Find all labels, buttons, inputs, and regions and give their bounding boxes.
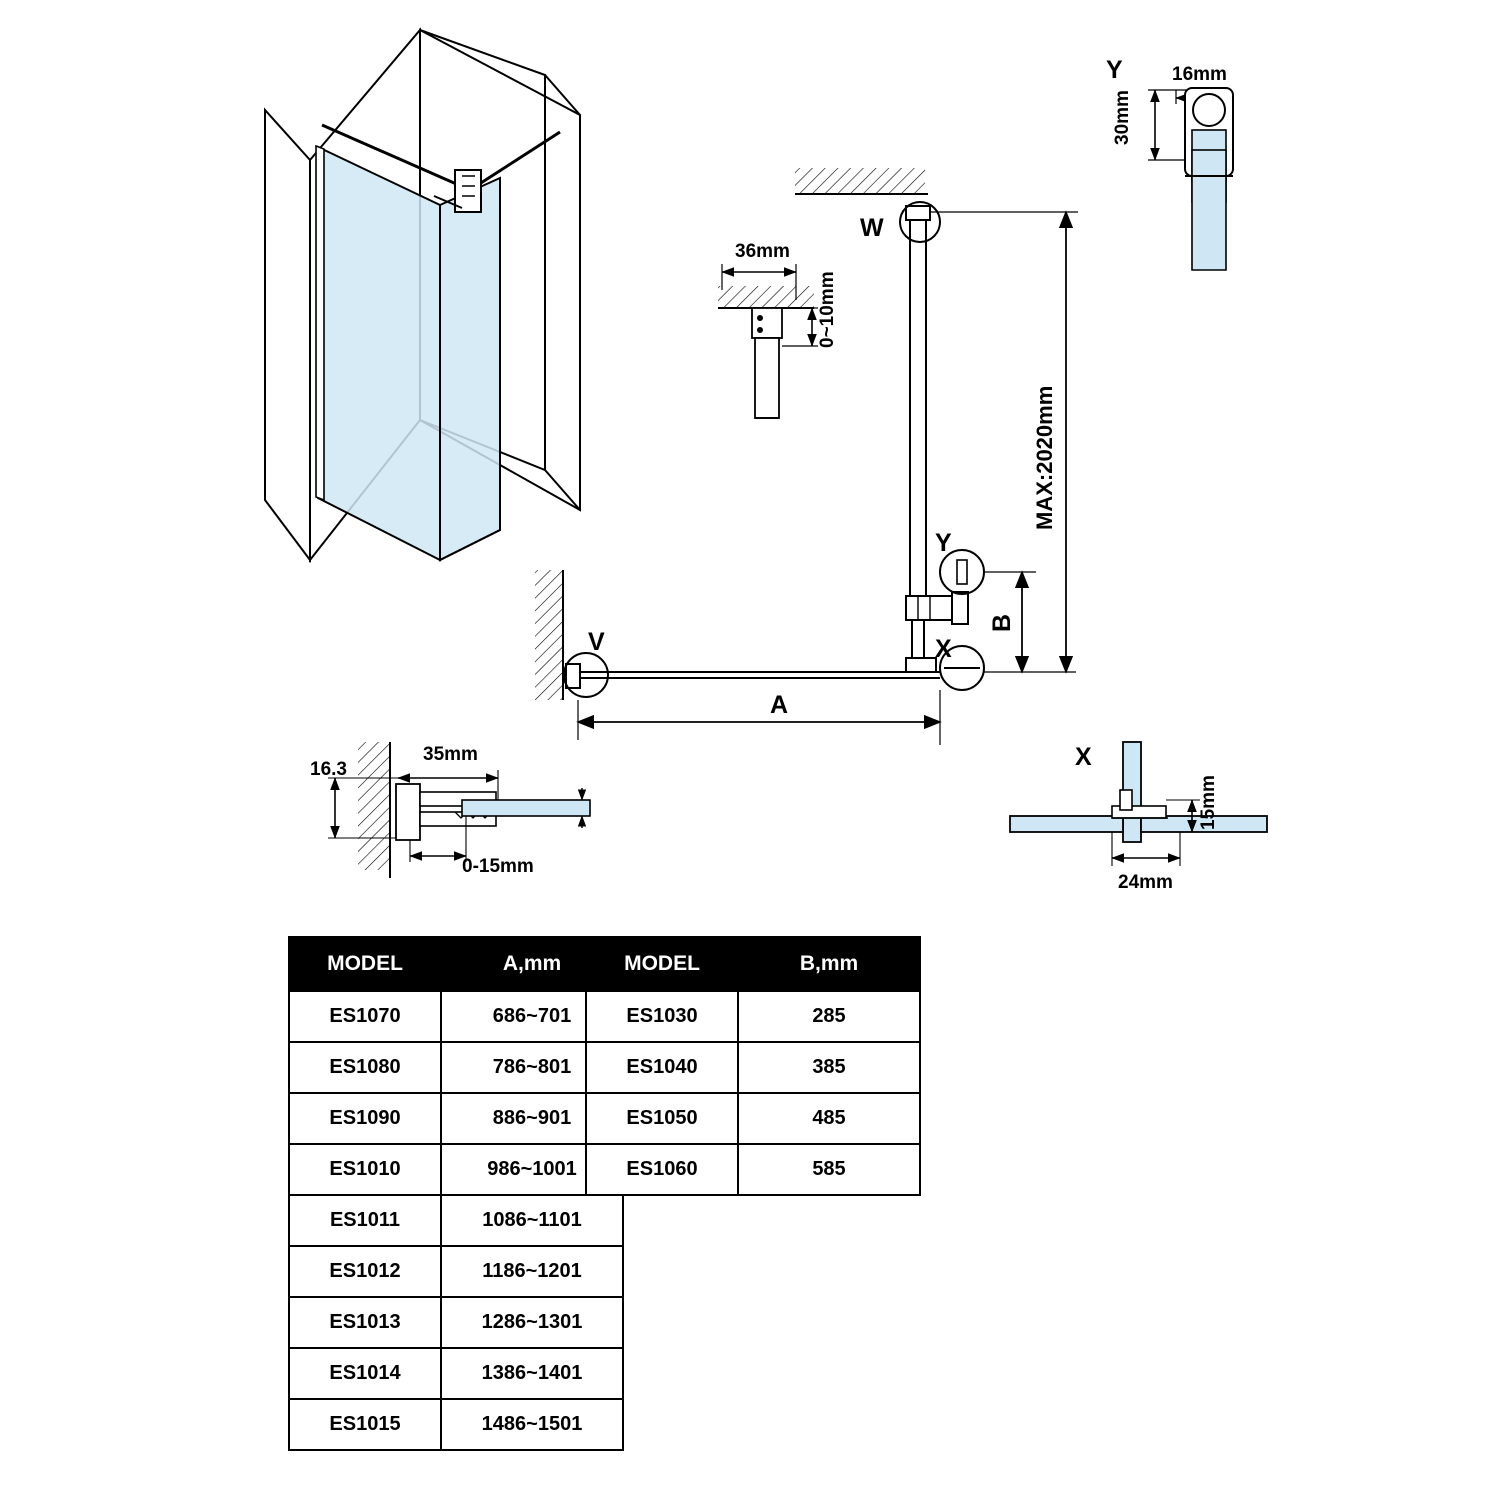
detail-y-top [1106,56,1233,270]
table-b-header-value: B,mm [738,937,920,991]
table-b-header-model: MODEL [586,937,738,991]
svg-text:A: A [770,691,789,719]
model-code: ES1014 [289,1348,441,1399]
callout-label-y: Y [1106,56,1123,84]
svg-text:36mm: 36mm [735,241,790,262]
model-value: 786~801 [441,1042,623,1093]
model-value: 1286~1301 [441,1297,623,1348]
model-b-table [585,936,921,1196]
table-row [289,1297,623,1348]
table-a-header-value: A,mm [441,937,623,991]
model-code: ES1015 [289,1399,441,1450]
svg-text:X: X [1075,743,1092,771]
table-row [289,1195,623,1246]
svg-text:B: B [988,613,1016,632]
svg-text:0-15mm: 0-15mm [462,856,534,877]
table-row [289,1093,623,1144]
svg-text:W: W [860,214,884,242]
svg-text:30mm: 30mm [1112,90,1133,145]
plan-view [535,168,1078,745]
table-header-row [586,937,920,991]
table-row [289,1246,623,1297]
model-code: ES1030 [586,991,738,1042]
model-value: 686~701 [441,991,623,1042]
model-code: ES1060 [586,1144,738,1195]
model-value: 1086~1101 [441,1195,623,1246]
table-row [586,1144,920,1195]
perspective-view [265,30,580,560]
svg-text:X: X [935,635,952,663]
model-value: 1386~1401 [441,1348,623,1399]
detail-v-wall-profile [310,742,590,878]
svg-text:35mm: 35mm [423,744,478,765]
model-value: 285 [738,991,920,1042]
model-value: 485 [738,1093,920,1144]
model-code: ES1012 [289,1246,441,1297]
table-b-wrap [585,936,921,1196]
model-code: ES1070 [289,991,441,1042]
model-code: ES1010 [289,1144,441,1195]
model-code: ES1040 [586,1042,738,1093]
table-row [586,1093,920,1144]
table-header-row [289,937,623,991]
svg-text:Y: Y [935,529,952,557]
table-a-header-model: MODEL [289,937,441,991]
model-code: ES1090 [289,1093,441,1144]
table-row [289,991,623,1042]
model-value: 585 [738,1144,920,1195]
model-code: ES1013 [289,1297,441,1348]
svg-text:24mm: 24mm [1118,872,1173,893]
svg-text:15mm: 15mm [1198,775,1219,830]
detail-top-fixing [718,241,838,418]
table-row [289,1399,623,1450]
table-row [289,1042,623,1093]
svg-text:MAX:2020mm: MAX:2020mm [1032,385,1057,530]
svg-text:16mm: 16mm [1172,64,1227,85]
detail-x-connector [1010,742,1267,893]
table-row [586,991,920,1042]
table-row [586,1042,920,1093]
model-value: 986~1001 [441,1144,623,1195]
table-row [289,1348,623,1399]
model-value: 385 [738,1042,920,1093]
svg-text:V: V [588,628,605,656]
model-value: 1186~1201 [441,1246,623,1297]
svg-text:16.3: 16.3 [310,759,347,780]
model-code: ES1011 [289,1195,441,1246]
model-value: 886~901 [441,1093,623,1144]
table-row [289,1144,623,1195]
model-value: 1486~1501 [441,1399,623,1450]
svg-text:0~10mm: 0~10mm [817,271,838,348]
model-code: ES1050 [586,1093,738,1144]
table-a-wrap [288,936,624,1451]
model-a-table [288,936,624,1451]
model-code: ES1080 [289,1042,441,1093]
